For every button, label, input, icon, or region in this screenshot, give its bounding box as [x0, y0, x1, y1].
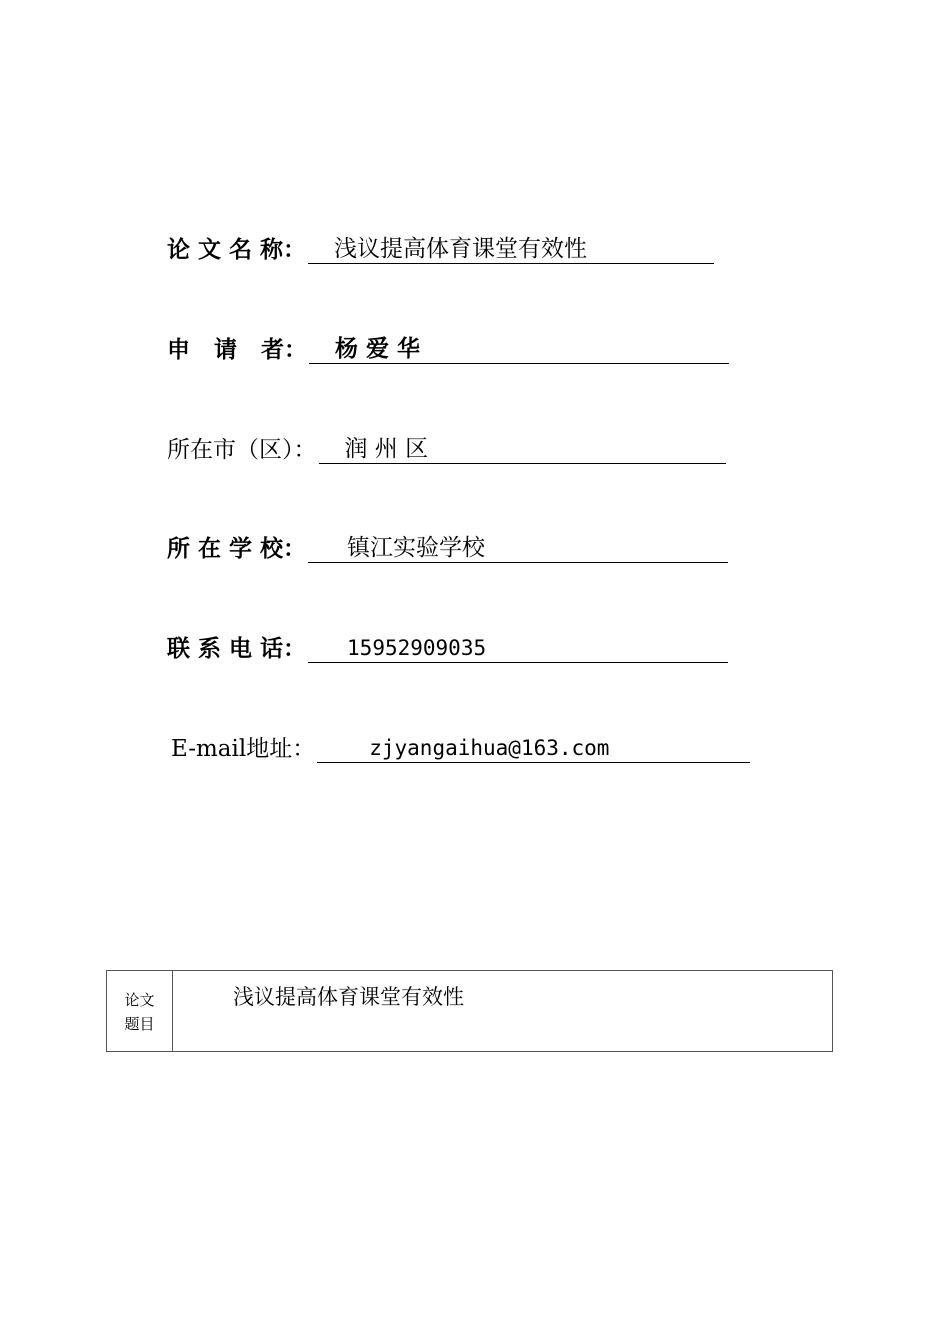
summary-thesis-title: 浅议提高体育课堂有效性 [233, 985, 464, 1009]
school-underline [308, 534, 728, 563]
school-label: 所 在 学 校： [167, 535, 307, 562]
phone-value: 15952909035 [347, 636, 487, 660]
thesis-title-label: 论 文 名 称： [167, 236, 307, 263]
phone-label: 联 系 电 话： [167, 635, 307, 662]
email-underline [317, 734, 750, 763]
district-underline [319, 435, 726, 464]
email-value: zjyangaihua@163.com [369, 736, 610, 760]
thesis-summary-table [106, 970, 833, 1052]
school-value: 镇江实验学校 [347, 535, 486, 561]
field-row-email [171, 731, 750, 763]
summary-label-line1: 论文 [124, 991, 155, 1009]
applicant-label: 申 请 者： [167, 336, 308, 363]
phone-underline [308, 634, 728, 663]
district-value: 润 州 区 [344, 436, 429, 462]
thesis-title-value: 浅议提高体育课堂有效性 [334, 236, 588, 262]
field-row-thesis-title [167, 232, 714, 264]
email-label: E-mail地址： [171, 736, 316, 762]
summary-label-cell [107, 971, 173, 1051]
field-row-applicant [167, 332, 729, 364]
field-row-phone [167, 631, 728, 663]
field-row-district [167, 432, 726, 464]
district-label: 所在市（区）： [167, 437, 317, 463]
applicant-value: 杨 爱 华 [335, 335, 421, 362]
thesis-title-underline [308, 235, 714, 264]
field-row-school [167, 531, 728, 563]
summary-value-cell [173, 971, 832, 1051]
applicant-underline [309, 335, 729, 364]
summary-label-line2: 题目 [124, 1015, 155, 1033]
